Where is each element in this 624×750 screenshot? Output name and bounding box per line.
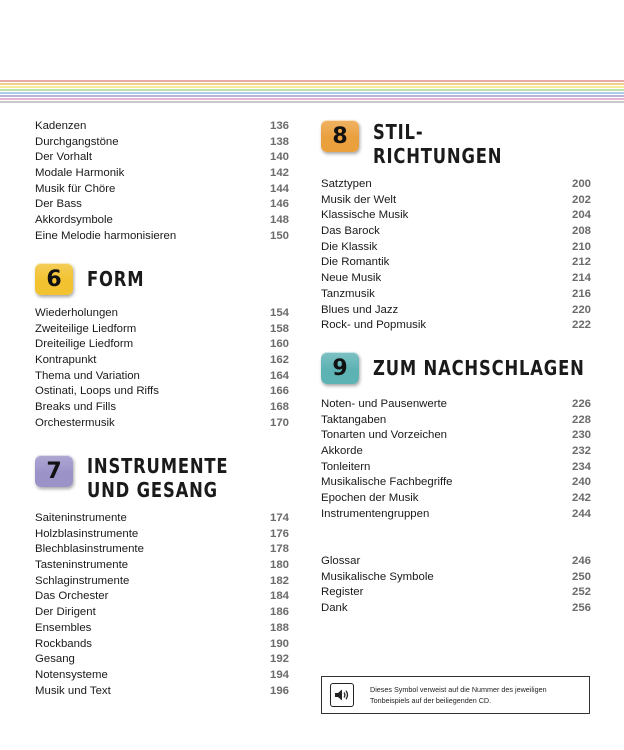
toc-entry [35,527,289,543]
toc-entry-title: Rock- und Popmusik [321,319,427,332]
chapter-title-line: RICHTUNGEN [373,144,503,168]
chapter-number-badge: 8 [321,120,359,152]
toc-entry-page: 256 [571,602,591,615]
toc-entry-page: 246 [571,555,591,567]
toc-entry-title: Epochen der Musik [321,492,419,505]
chapter-title [373,356,585,380]
chapter-title-line: UND GESANG [87,478,218,502]
toc-entry-page: 216 [571,287,591,300]
toc-entry [321,475,591,491]
toc-entry-page: 210 [571,240,591,253]
toc-entry-page: 188 [269,621,289,634]
toc-entry-page: 154 [269,307,289,319]
toc-entry [35,574,289,590]
toc-entry-title: Klassische Musik [321,209,409,222]
toc-entry [321,601,591,617]
toc-entry-page: 208 [571,225,591,238]
toc-entry-page: 232 [571,445,591,458]
toc-entry-page: 140 [269,151,289,164]
stripe [0,98,624,100]
toc-entry [35,542,289,558]
toc-entry-title: Breaks und Fills [35,401,117,414]
chapter-number-badge: 6 [35,263,73,295]
cd-note-text [370,684,547,706]
toc-entry-title: Tonleitern [321,460,371,473]
toc-entry-page: 196 [269,684,289,697]
toc-entry-title: Schlaginstrumente [35,574,130,587]
toc-entry-title: Kadenzen [35,120,87,132]
toc-entry-page: 192 [269,653,289,666]
toc-entry [321,491,591,507]
toc-entry-page: 178 [269,543,289,556]
stripe [0,89,624,91]
chapter-title [373,120,502,168]
toc-entry-title: Gesang [35,653,75,666]
toc-entry [35,637,289,653]
toc-entry [321,240,591,256]
toc-list-intro [35,119,289,245]
toc-entry [35,652,289,668]
toc-entry [321,208,591,224]
toc-entry-page: 184 [269,590,289,603]
toc-entry-title: Dank [321,602,348,615]
toc-entry [321,303,591,319]
toc-entry [35,229,289,245]
toc-entry-page: 222 [571,319,591,332]
toc-entry-page: 180 [269,559,289,572]
toc-entry-page: 214 [571,272,591,285]
stripe [0,101,624,103]
toc-entry-page: 226 [571,398,591,410]
toc-entry-title: Taktangaben [321,413,387,426]
toc-list-chapter-7 [35,511,289,699]
toc-entry-title: Wiederholungen [35,307,118,319]
toc-list-appendix [321,554,591,617]
toc-entry [35,558,289,574]
toc-entry-title: Modale Harmonik [35,167,125,180]
toc-entry-title: Musikalische Fachbegriffe [321,476,453,489]
chapter-9-heading [321,352,624,384]
toc-entry-page: 194 [269,668,289,681]
toc-entry [321,318,591,334]
chapter-number-badge: 9 [321,352,359,384]
stripe [0,86,624,88]
toc-entry-page: 164 [269,369,289,382]
toc-entry [321,428,591,444]
toc-entry-page: 158 [269,322,289,335]
toc-entry-page: 186 [269,606,289,619]
toc-entry-title: Dreiteilige Liedform [35,338,134,351]
toc-entry-page: 136 [269,120,289,132]
toc-entry-title: Durchgangstöne [35,135,119,148]
toc-entry-title: Register [321,586,364,599]
toc-entry [321,460,591,476]
toc-entry-title: Tasteninstrumente [35,559,129,572]
toc-entry-page: 174 [269,512,289,524]
speaker-icon [330,683,354,707]
toc-entry [35,589,289,605]
toc-entry [35,353,289,369]
toc-entry [321,413,591,429]
toc-entry-page: 234 [571,460,591,473]
toc-entry-page: 168 [269,401,289,414]
toc-entry [321,255,591,271]
toc-entry-title: Musikalische Symbole [321,570,434,583]
toc-entry-title: Holzblasinstrumente [35,527,139,540]
chapter-title [87,267,144,291]
toc-entry-title: Die Romantik [321,256,390,269]
toc-entry-title: Orchestermusik [35,416,115,429]
toc-entry-title: Thema und Variation [35,369,140,382]
toc-entry [321,585,591,601]
toc-entry-page: 176 [269,527,289,540]
toc-entry-page: 244 [571,507,591,520]
toc-entry-title: Satztypen [321,178,372,190]
toc-entry-page: 212 [571,256,591,269]
toc-entry-title: Eine Melodie harmonisieren [35,229,177,242]
toc-entry-title: Neue Musik [321,272,382,285]
toc-entry-title: Der Dirigent [35,606,96,619]
toc-entry [321,570,591,586]
toc-entry [35,605,289,621]
toc-list-chapter-8 [321,177,591,334]
toc-entry-page: 144 [269,182,289,195]
chapter-title-line: STIL- [373,120,424,144]
toc-entry-page: 162 [269,354,289,367]
toc-entry-page: 230 [571,429,591,442]
chapter-8-heading [321,120,531,168]
toc-entry-title: Das Orchester [35,590,109,603]
toc-entry-title: Musik und Text [35,684,111,697]
toc-entry [35,400,289,416]
toc-entry-title: Notensysteme [35,668,108,681]
toc-entry [35,135,289,151]
toc-entry-page: 190 [269,637,289,650]
chapter-title-line: ZUM NACHSCHLAGEN [373,356,585,380]
toc-entry-title: Rockbands [35,637,92,650]
toc-entry [321,224,591,240]
toc-entry-page: 166 [269,385,289,398]
toc-entry-title: Das Barock [321,225,380,238]
toc-entry-page: 202 [571,193,591,206]
chapter-6-heading [35,263,157,295]
toc-entry-page: 252 [571,586,591,599]
toc-entry-page: 146 [269,198,289,211]
cd-note-box [321,676,590,714]
stripe [0,95,624,97]
toc-entry-title: Zweiteilige Liedform [35,322,137,335]
toc-entry [35,369,289,385]
toc-list-chapter-9 [321,397,591,523]
toc-entry-page: 228 [571,413,591,426]
toc-entry-title: Blues und Jazz [321,303,399,316]
toc-entry-title: Saiteninstrumente [35,512,127,524]
toc-entry [35,213,289,229]
toc-entry [35,182,289,198]
toc-entry-title: Kontrapunkt [35,354,97,367]
chapter-number-badge: 7 [35,455,73,487]
toc-entry [35,322,289,338]
toc-entry-title: Akkorde [321,445,363,458]
toc-entry [35,668,289,684]
toc-entry [35,621,289,637]
toc-entry-title: Blechblasinstrumente [35,543,144,556]
chapter-title-line: FORM [87,267,145,291]
toc-entry [35,511,289,527]
toc-entry [35,416,289,432]
toc-entry [321,397,591,413]
toc-entry [321,287,591,303]
toc-entry-page: 204 [571,209,591,222]
toc-entry-title: Ensembles [35,621,92,634]
toc-entry [35,150,289,166]
toc-entry-title: Tanzmusik [321,287,375,300]
toc-entry [35,197,289,213]
toc-entry-page: 142 [269,167,289,180]
toc-entry-title: Musik der Welt [321,193,397,206]
toc-list-chapter-6 [35,306,289,432]
toc-entry-title: Akkordsymbole [35,214,113,227]
toc-entry-title: Musik für Chöre [35,182,116,195]
toc-entry-title: Ostinati, Loops und Riffs [35,385,159,398]
stripe [0,80,624,82]
toc-entry [35,684,289,700]
rainbow-stripes [0,80,624,104]
toc-entry [35,119,289,135]
toc-entry-title: Noten- und Pausenwerte [321,398,448,410]
toc-entry-title: Der Vorhalt [35,151,92,164]
toc-entry [321,271,591,287]
toc-entry [35,166,289,182]
cd-note-line: Tonbeispiels auf der beiliegenden CD. [370,696,492,705]
chapter-title-line: INSTRUMENTE [87,454,229,478]
toc-entry [321,193,591,209]
toc-entry [35,337,289,353]
toc-entry [321,444,591,460]
toc-entry-page: 250 [571,570,591,583]
stripe [0,83,624,85]
toc-entry [321,177,591,193]
toc-entry-page: 240 [571,476,591,489]
toc-entry-title: Der Bass [35,198,82,211]
cd-note-line: Dieses Symbol verweist auf die Nummer des jeweiligen [370,685,547,694]
toc-entry-page: 138 [269,135,289,148]
chapter-7-heading [35,455,259,502]
chapter-title [87,454,228,502]
toc-entry-title: Instrumentengruppen [321,507,430,520]
toc-entry-page: 242 [571,492,591,505]
toc-entry-page: 220 [571,303,591,316]
toc-entry [321,507,591,523]
toc-entry-page: 160 [269,338,289,351]
toc-entry-page: 182 [269,574,289,587]
toc-entry-title: Tonarten und Vorzeichen [321,429,448,442]
toc-entry-page: 200 [571,178,591,190]
toc-entry-title: Glossar [321,555,361,567]
toc-entry-page: 150 [269,229,289,242]
toc-entry-title: Die Klassik [321,240,378,253]
stripe [0,92,624,94]
toc-entry [35,306,289,322]
toc-entry [321,554,591,570]
toc-entry-page: 148 [269,214,289,227]
toc-entry [35,384,289,400]
toc-entry-page: 170 [269,416,289,429]
